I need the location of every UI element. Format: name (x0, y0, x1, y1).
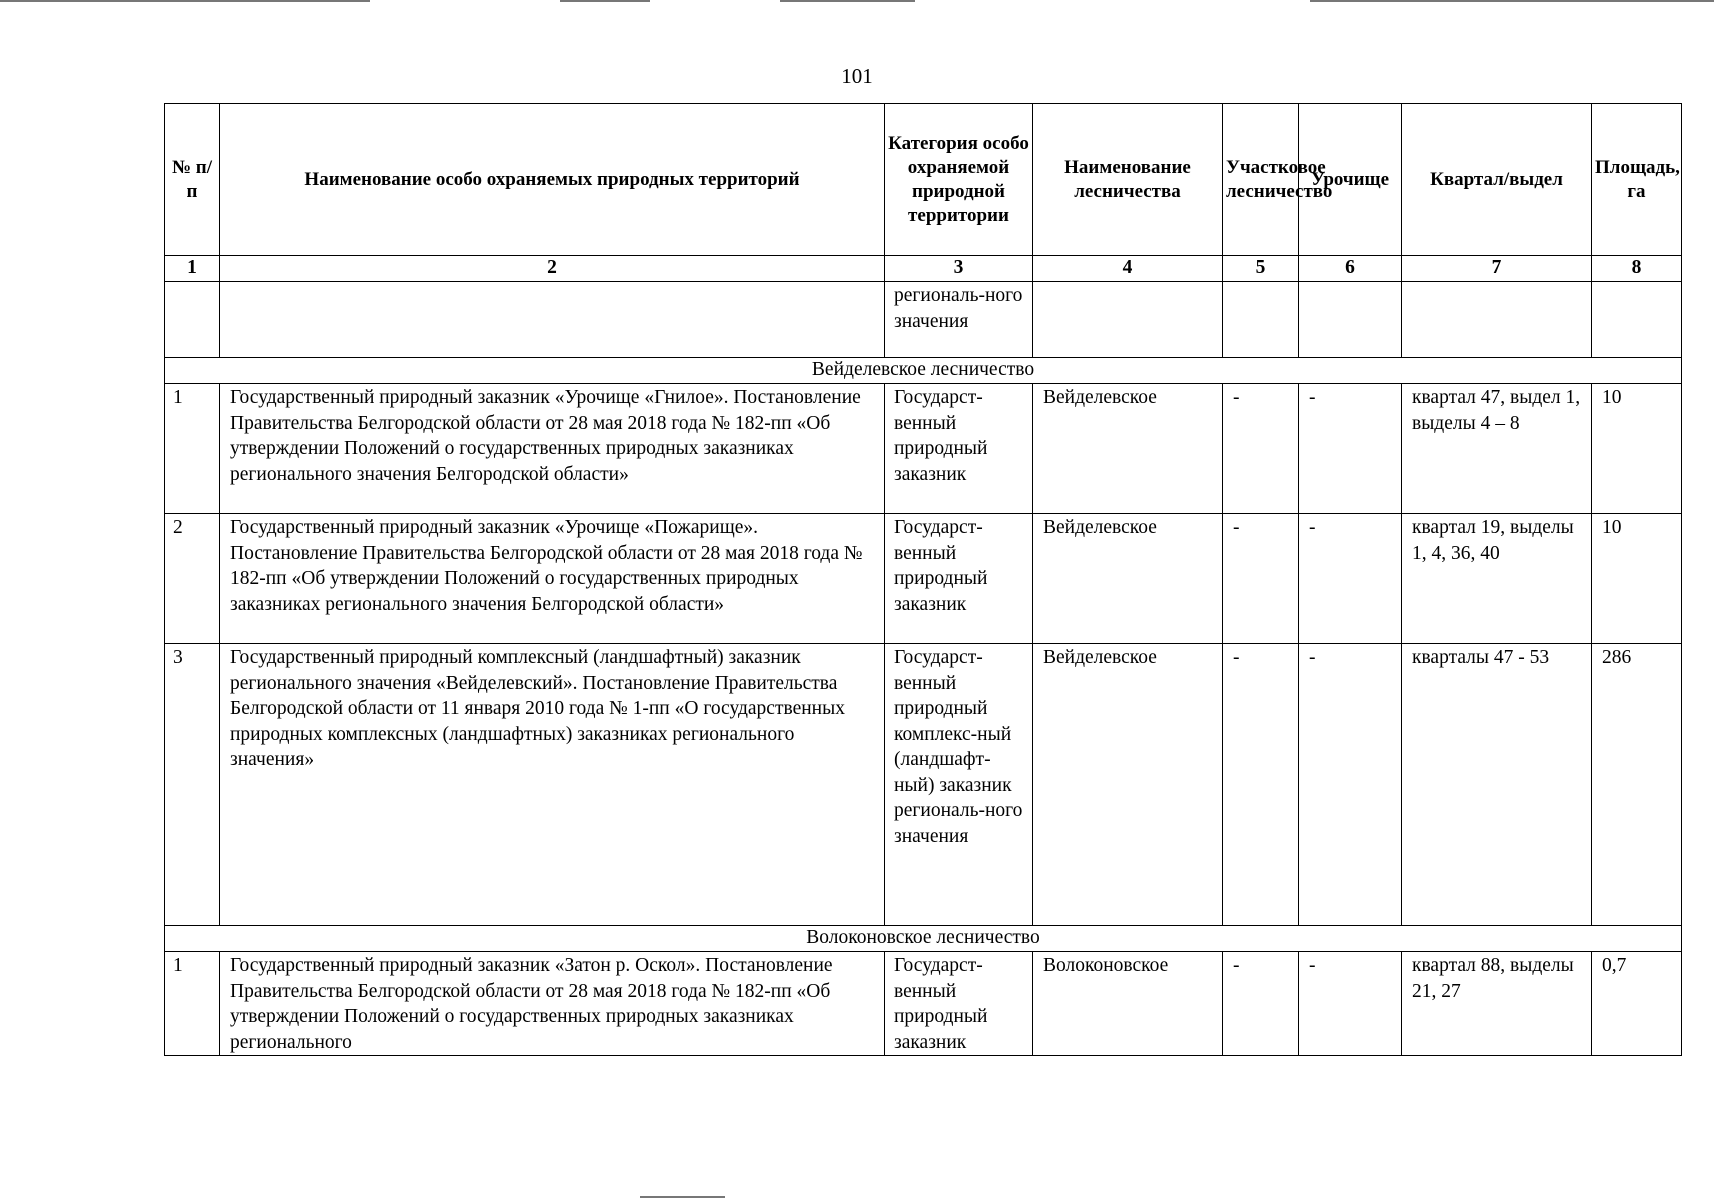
row-area: 0,7 (1592, 952, 1682, 1056)
row-district: - (1223, 384, 1299, 514)
row-forestry: Волоконовское (1033, 952, 1223, 1056)
section-header-row (165, 926, 1682, 952)
column-number: 4 (1033, 256, 1223, 282)
header-number: № п/п (165, 104, 220, 256)
table-row (165, 514, 1682, 644)
header-category: Категория особо охраняемой природной территории (885, 104, 1033, 256)
continuation-category: региональ-ного значения (885, 282, 1033, 358)
row-area: 286 (1592, 644, 1682, 926)
row-quarter: квартал 19, выделы 1, 4, 36, 40 (1402, 514, 1592, 644)
row-number: 2 (165, 514, 220, 644)
column-number: 7 (1402, 256, 1592, 282)
header-quarter: Квартал/выдел (1402, 104, 1592, 256)
row-district: - (1223, 952, 1299, 1056)
row-tract: - (1299, 514, 1402, 644)
row-category: Государст-венный природный заказник (885, 514, 1033, 644)
header-area: Площадь, га (1592, 104, 1682, 256)
table-row (165, 384, 1682, 514)
scan-edge-line (780, 0, 915, 2)
row-tract: - (1299, 384, 1402, 514)
row-number: 1 (165, 952, 220, 1056)
row-area: 10 (1592, 514, 1682, 644)
section-title: Волоконовское лесничество (165, 926, 1682, 952)
row-forestry: Вейделевское (1033, 514, 1223, 644)
section-header-row (165, 358, 1682, 384)
row-name: Государственный природный заказник «Урочище «Пожарище». Постановление Правительства Белгородской области от 28 мая 2018 года № 182-пп «Об утверждении Положений о государственных природных заказниках регионального значения Белгородской области» (220, 514, 885, 644)
row-tract: - (1299, 952, 1402, 1056)
table-row (165, 644, 1682, 926)
header-district: Участковое лесничество (1223, 104, 1299, 256)
page-number: 101 (841, 64, 873, 88)
row-forestry: Вейделевское (1033, 644, 1223, 926)
scan-edge-line (1310, 0, 1714, 2)
header-forestry: Наименование лесничества (1033, 104, 1223, 256)
row-category: Государст-венный природный комплекс-ный (ландшафт-ный) заказник региональ-ного значения (885, 644, 1033, 926)
column-number: 1 (165, 256, 220, 282)
column-number: 5 (1223, 256, 1299, 282)
row-category: Государст-венный природный заказник (885, 952, 1033, 1056)
header-name: Наименование особо охраняемых природных территорий (220, 104, 885, 256)
column-number: 3 (885, 256, 1033, 282)
row-district: - (1223, 514, 1299, 644)
row-name: Государственный природный заказник «Урочище «Гнилое». Постановление Правительства Белгородской области от 28 мая 2018 года № 182-пп «Об утверждении Положений о государственных природных заказниках регионального значения Белгородской области» (220, 384, 885, 514)
row-quarter: квартал 88, выделы 21, 27 (1402, 952, 1592, 1056)
scan-edge-line (0, 0, 370, 2)
row-forestry: Вейделевское (1033, 384, 1223, 514)
continuation-row (165, 282, 1682, 358)
table-row (165, 952, 1682, 1056)
column-number: 8 (1592, 256, 1682, 282)
header-tract: Урочище (1299, 104, 1402, 256)
header-row (165, 104, 1682, 256)
protected-areas-table (164, 103, 1682, 1056)
section-title: Вейделевское лесничество (165, 358, 1682, 384)
row-number: 1 (165, 384, 220, 514)
row-district: - (1223, 644, 1299, 926)
row-quarter: квартал 47, выдел 1, выделы 4 – 8 (1402, 384, 1592, 514)
row-name: Государственный природный комплексный (ландшафтный) заказник регионального значения «Вейделевский». Постановление Правительства Белгородской области от 11 января 2010 года № 1-пп «О государственных природных комплексных (ландшафтных) заказниках регионального значения» (220, 644, 885, 926)
row-quarter: кварталы 47 - 53 (1402, 644, 1592, 926)
scan-edge-line (560, 0, 650, 2)
row-area: 10 (1592, 384, 1682, 514)
scan-edge-line (640, 1196, 725, 1198)
column-number: 2 (220, 256, 885, 282)
column-numbers-row (165, 256, 1682, 282)
row-category: Государст-венный природный заказник (885, 384, 1033, 514)
column-number: 6 (1299, 256, 1402, 282)
row-name: Государственный природный заказник «Затон р. Оскол». Постановление Правительства Белгородской области от 28 мая 2018 года № 182-пп «Об утверждении Положений о государственных природных заказниках регионального (220, 952, 885, 1056)
row-tract: - (1299, 644, 1402, 926)
row-number: 3 (165, 644, 220, 926)
